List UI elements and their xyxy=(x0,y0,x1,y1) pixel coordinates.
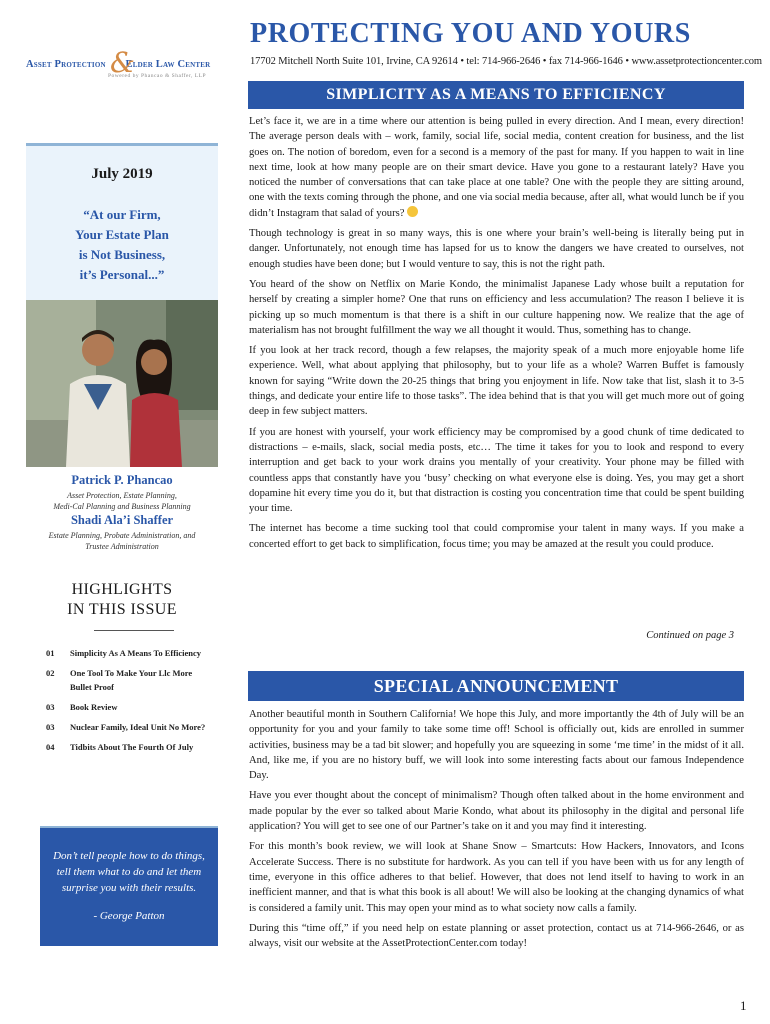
article-paragraph: The internet has become a time sucking tool that could compromise your talent in many ways. If you make a concerted effort to get back to simplification, focus time; you may be amazed at the result you could produce. xyxy=(249,523,744,550)
highlight-number: 01 xyxy=(46,648,55,658)
contact-address: 17702 Mitchell North Suite 101, Irvine, CA 92614 • tel: 714-966-2646 • fax 714-966-1646 • www.assetprotectioncenter.com xyxy=(250,56,762,67)
pull-quote-box xyxy=(40,826,218,946)
firm-motto-line: “At our Firm, xyxy=(83,207,161,222)
highlight-item[interactable] xyxy=(46,646,206,660)
partner-title-line: Asset Protection, Estate Planning, xyxy=(67,491,177,500)
logo-ampersand: & xyxy=(110,46,135,79)
highlights-heading xyxy=(26,580,218,620)
firm-motto-line: is Not Business, xyxy=(78,247,166,262)
article-paragraph xyxy=(249,114,744,221)
article-2-body xyxy=(249,707,744,956)
logo-wordmark: Asset Protection Elder Law Center xyxy=(26,59,211,70)
logo-tagline: Powered by Phancao & Shaffer, LLP xyxy=(108,73,207,79)
highlights-heading-line: IN THIS ISSUE xyxy=(67,601,177,618)
article-paragraph: If you are honest with yourself, your work efficiency may be compromised by a good chunk of time dedicated to distractions – e-mails, slack, social media posts, etc… The time it takes for you to look and respond to every interruption and get back to your work drains you mentally of your creativity. Your phone may be filled with countless apps that constantly have you ‘busy’ checking on what everyone else is doing. Yes, you may get a short dopamine hit every time you do it, but that distraction is costing you concentration time that could be spent building your time. xyxy=(249,426,744,515)
partners-photo xyxy=(26,300,218,467)
highlight-item[interactable] xyxy=(46,740,206,754)
article-paragraph: Have you ever thought about the concept of minimalism? Though often talked about in the home environment and made popular by the ever so talked about Marie Kondo, what about its philosophy in the digital and personal life application? You will get to see one of our Partner’s take on it and you may find it interesting. xyxy=(249,790,744,833)
partner-title-line: Medi-Cal Planning and Business Planning xyxy=(53,502,191,511)
article-2-heading: SPECIAL ANNOUNCEMENT xyxy=(248,671,744,701)
partner-title-line: Trustee Administration xyxy=(85,542,159,551)
highlight-text: Book Review xyxy=(70,702,118,712)
highlight-item[interactable] xyxy=(46,720,206,734)
firm-logo xyxy=(26,46,226,86)
firm-motto-line: it’s Personal...” xyxy=(79,267,165,282)
article-paragraph: Another beautiful month in Southern California! We hope this July, and more importantly the 4th of July will be an opportunity for you and your family to take some time off! School is officially out, kids are enrolled in summer activities, business may be a tad bit slower; and hopefully you are squeezing in some ‘me time’ in the midst of it all. And, like me, if you are no history buff, we will look into some interesting facts about our famous Independence Day. xyxy=(249,709,744,782)
highlight-number: 03 xyxy=(46,722,55,732)
firm-motto-line: Your Estate Plan xyxy=(75,227,169,242)
article-1-body xyxy=(249,114,744,557)
article-paragraph: During this “time off,” if you need help on estate planning or asset protection, contact us at 714-966-2646, or as always, visit our website at the AssetProtectionCenter.com today! xyxy=(249,922,744,950)
partners-photo-illustration xyxy=(26,300,218,467)
highlight-text: Tidbits About The Fourth Of July xyxy=(70,742,194,752)
highlights-heading-line: HIGHLIGHTS xyxy=(71,581,173,598)
article-1-heading: SIMPLICITY AS A MEANS TO EFFICIENCY xyxy=(248,81,744,109)
highlight-item[interactable] xyxy=(46,666,206,694)
partner-name: Shadi Ala’i Shaffer xyxy=(70,513,174,527)
newsletter-title: PROTECTING YOU AND YOURS xyxy=(250,18,691,49)
firm-motto xyxy=(26,205,218,285)
highlight-text: Nuclear Family, Ideal Unit No More? xyxy=(70,722,206,732)
continued-note[interactable]: Continued on page 3 xyxy=(646,630,734,641)
page-number: 1 xyxy=(740,998,747,1013)
article-paragraph: Though technology is great in so many ways, this is one where your brain’s well-being is literally being put in danger. Unfortunately, not enough time has lapsed for us to know the dangers we have created to ourselves, not enough studies have been done; but I would venture to say, this is not the right path. xyxy=(249,228,744,270)
pull-quote-attribution: - George Patton xyxy=(93,910,165,922)
partner-name: Patrick P. Phancao xyxy=(71,473,173,487)
highlight-number: 02 xyxy=(46,668,55,678)
sidebar xyxy=(26,143,218,300)
issue-date-box xyxy=(26,143,218,300)
article-paragraph: For this month’s book review, we will look at Shane Snow – Smartcuts: How Hackers, Innovators, and Icons Accelerate Success. There is no substitute for hardwork. As you can tell if you have been with us for any length of time, everyone in this office adheres to that belief. However, that does not lend itself to having to work in an inefficient manner, and that is what this book is all about! We will also be looking at the changing dynamics of what is considered a family unit. This may open your mind as to what society now calls a family. xyxy=(249,841,744,914)
partner-title xyxy=(26,490,218,512)
partner-title-line: Estate Planning, Probate Administration, and xyxy=(48,531,196,540)
highlights-divider xyxy=(94,630,174,631)
highlights-list xyxy=(46,646,206,760)
article-paragraph: You heard of the show on Netflix on Marie Kondo, the minimalist Japanese Lady whose built a reputation for herself by creating a simpler home? One that runs on efficiency and less accumulation? The reason I believe it is picking up so much momentum is that there is a shift in our culture happening now. We realize that the age of materialism has not brought fulfillment the way we all thought it would. Thus, something has to change. xyxy=(249,278,744,336)
highlight-number: 03 xyxy=(46,702,55,712)
highlight-item[interactable] xyxy=(46,700,206,714)
paragraph-text: Let’s face it, we are in a time where our attention is being pulled in every direction. And I mean, every direction! The average person deals with – work, family, social life, social media, content creation for business, and the list goes on. The notion of boredom, even for a second is a memory of the past for many. If you happen to wait in line next time, look at how many people are on their smart device. Have you gone to a restaurant lately? Have you noticed the number of conversations that can take place at one table? One with the people they are sitting around, one with the texts coming through the phone, and one via social media because, after all, what would lunch be if you didn’t Instagram that salad of yours? xyxy=(249,116,744,219)
highlight-text: One Tool To Make Your Llc More Bullet Proof xyxy=(70,668,193,692)
pull-quote-text: Don’t tell people how to do things, tell them what to do and let them surprise you with their results. xyxy=(53,850,205,894)
issue-date: July 2019 xyxy=(91,166,153,182)
thinking-emoji-icon xyxy=(407,206,418,217)
article-paragraph: If you look at her track record, though a few relapses, the majority speak of a much more enjoyable home life experience. Well, what about applying that philosophy, but to your life as a whole? Warren Buffet is famously known for saying “Write down the 20-25 things that bring you enjoyment in life. Now take that list, slash it to 3-5 things, and dedicate your entire life to those tasks”. The idea behind that is that you will get much more out of going deep in few subject matters. xyxy=(249,345,744,418)
highlight-number: 04 xyxy=(46,742,55,752)
highlight-text: Simplicity As A Means To Efficiency xyxy=(70,648,202,658)
partner-title xyxy=(26,530,218,552)
